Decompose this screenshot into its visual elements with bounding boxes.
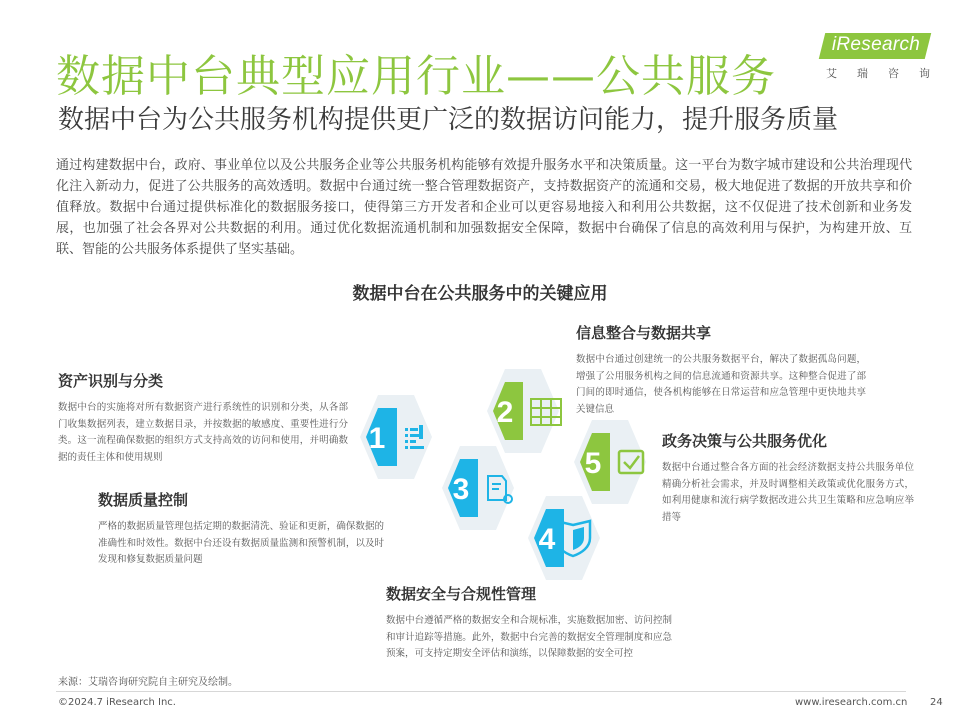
number-4: 4: [538, 523, 556, 556]
item-title: 信息整合与数据共享: [576, 324, 712, 342]
item-text: 数据中台遵循严格的数据安全和合规标准，实施数据加密、访问控制和审计追踪等措施。此外，数据中台完善的数据安全管理制度和应急预案，可支持定期安全评估和演练，以保障数据的安全可控: [386, 615, 672, 659]
item-title: 资产识别与分类: [58, 372, 164, 390]
logo-text: iResearch: [831, 34, 921, 55]
section-title: 数据中台在公共服务中的关键应用: [352, 284, 608, 304]
hexagon-diagram: [340, 355, 670, 585]
number-2: 2: [496, 396, 514, 429]
page-subtitle: 数据中台为公共服务机构提供更广泛的数据访问能力，提升服务质量: [58, 105, 839, 135]
item-title: 政务决策与公共服务优化: [662, 432, 828, 450]
item-text: 严格的数据质量管理包括定期的数据清洗、验证和更新，确保数据的准确性和时效性。数据中台还设有数据质量监测和预警机制，以及时发现和修复数据质量问题: [98, 521, 384, 565]
item-title: 数据质量控制: [98, 491, 189, 509]
item-text: 数据中台通过创建统一的公共服务数据平台，解决了数据孤岛问题，增强了公用服务机构之间的信息流通和资源共享。这种整合促进了部门间的即时通信，使各机构能够在日常运营和应急管理中更快地共享关键信息: [576, 354, 866, 415]
item-text: 数据中台的实施将对所有数据资产进行系统性的识别和分类，从各部门收集数据列表，建立数据目录，并按数据的敏感度、重要性进行分类。这一流程确保数据的组织方式支持高效的访问和使用，并明确数据的责任主体和使用规则: [58, 402, 348, 463]
item-title: 数据安全与合规性管理: [386, 585, 537, 603]
copyright: ©2024.7 iResearch Inc.: [58, 697, 176, 708]
iresearch-logo: [816, 33, 950, 85]
page-number: 24: [930, 697, 943, 708]
website-link[interactable]: www.iresearch.com.cn: [795, 697, 908, 708]
number-1: 1: [368, 422, 386, 455]
number-5: 5: [584, 447, 602, 480]
intro-paragraph: 通过构建数据中台，政府、事业单位以及公共服务企业等公共服务机构能够有效提升服务水平和决策质量。这一平台为数字城市建设和公共治理现代化注入新动力，促进了公共服务的高效透明。数据中台通过统一整合管理数据资产，支持数据资产的流通和交易，极大地促进了数据的开放共享和价值释放。数据中台通过提供标准化的数据服务接口，使得第三方开发者和企业可以更容易地接入和利用公共数据，这不仅促进了技术创新和业务发展，也加强了社会各界对公共数据的利用。通过优化数据流通机制和加强数据安全保障，数据中台确保了信息的高效利用与保护，为构建开放、互联、智能的公共服务体系提供了坚实基础。: [56, 158, 912, 257]
page-title: 数据中台典型应用行业——公共服务: [56, 51, 776, 102]
item-policy-decision: [662, 430, 914, 526]
logo-chinese-name: 艾瑞咨询: [826, 67, 950, 80]
item-text: 数据中台通过整合各方面的社会经济数据支持公共服务单位精确分析社会需求，并及时调整相关政策或优化服务方式，如利用健康和流行病学数据改进公共卫生策略和应急响应举措等: [662, 462, 914, 523]
item-data-security: [386, 583, 672, 663]
number-3: 3: [452, 473, 470, 506]
item-asset-identification: [58, 370, 348, 466]
footer-divider: [56, 691, 906, 692]
source-note: 来源：艾瑞咨询研究院自主研究及绘制。: [58, 677, 238, 688]
